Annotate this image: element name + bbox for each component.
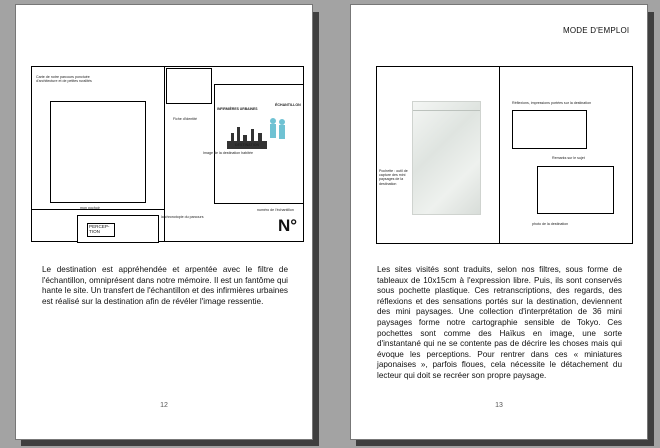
left-page <box>15 4 313 440</box>
perception-label: PERCEP- TION <box>89 224 110 234</box>
right-figure <box>376 66 633 244</box>
left-page-number: 12 <box>160 402 168 409</box>
pochette-label: Pochette : outil de capture des mini paysages de la destination <box>379 169 408 186</box>
right-page <box>350 4 648 440</box>
reflexions-box <box>512 110 587 149</box>
photo-label: photo de la destination <box>532 222 569 226</box>
map-caption: Carte de notre parcours ponctuée d'architecture et de petites ruralités <box>36 75 92 84</box>
divider-vertical <box>499 67 500 243</box>
echantillon-label: ÉCHANTILLON <box>275 103 301 107</box>
map-box <box>50 101 146 203</box>
reflexions-label: Réflexions, impressions portées sur la destination <box>512 101 592 105</box>
mon-pochoir-label: mon pochoir <box>80 206 100 210</box>
chronotope-label: la chronotopie du parcours <box>161 215 204 219</box>
numero-label: numéro de l'échantillon <box>257 208 294 212</box>
remarks-label: Remarks sur le sujet <box>552 156 585 160</box>
numero-sign: N° <box>278 216 298 235</box>
right-page-header: MODE D'EMPLOI <box>563 26 630 35</box>
fiche-box <box>166 68 212 104</box>
left-paragraph: Le destination est appréhendée et arpentée avec le filtre de l'échantillon, omniprésent dans notre mémoire. Il est un fantôme qui hante le site. Un transfert de l'échantillon et des infirmières urbaines est réalisé sur la destination afin de révéler l'image ressentie. <box>42 265 288 306</box>
left-figure <box>31 66 304 242</box>
image-destination-label: Image de la destination habitée <box>203 151 253 155</box>
destination-label: DESTINATION <box>235 143 260 147</box>
pochette-image <box>412 101 481 215</box>
right-paragraph: Les sites visités sont traduits, selon nos filtres, sous forme de tableaux de 10x15cm à l'expression libre. Puis, ils sont conservés sous pochette plastique. Ces retranscriptions, des regards, des réflexions et des sensations portés sur la destination, deviennent des mini paysages. Une collection d'interprétation de 36 mini paysages forme notre cartographie sensible de Tokyo. Ces pochettes sont comme des Haïkus en image, une sorte d'instantané qui ne se contente pas de décrire les choses mais qui évoque les perceptions. Pour rentrer dans ces « miniatures japonaises », parfois floues, cela nécessite le détachement du lecteur qui doit se recréer son propre paysage. <box>377 265 622 380</box>
infirmieres-label: INFIRMIÈRES URBAINES <box>217 107 258 111</box>
remarks-box <box>537 166 614 214</box>
fiche-label: Fiche d'identité <box>173 117 198 121</box>
right-page-number: 13 <box>495 402 503 409</box>
